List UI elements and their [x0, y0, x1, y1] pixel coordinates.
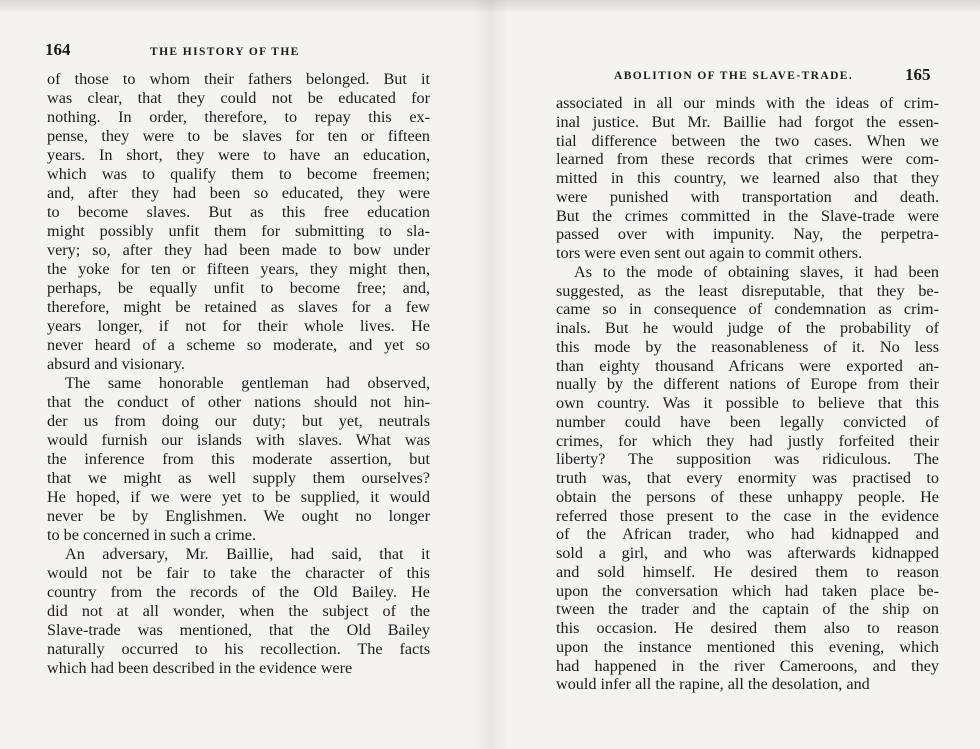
text-line: of the African trader, who had kidnapped and: [556, 525, 939, 544]
text-line: sold a girl, and who was afterwards kidnapped: [556, 544, 939, 562]
text-line: number could have been legally convicted of: [556, 412, 939, 431]
text-line: years. In short, they were to have an education,: [47, 146, 430, 164]
text-line: of those to whom their fathers belonged. But it: [47, 70, 430, 88]
text-line: inal justice. But Mr. Baillie had forgot the essen-: [556, 112, 939, 131]
text-line: might possibly unfit them for submitting to sla-: [47, 222, 430, 240]
left-page-number: 164: [45, 40, 71, 59]
text-line: An adversary, Mr. Baillie, had said, that it: [65, 545, 430, 563]
text-line: that the conduct of other nations should not hin-: [47, 393, 430, 411]
text-line: nually by the different nations of Europe from their: [556, 375, 939, 394]
left-running-title: THE HISTORY OF THE: [150, 46, 300, 58]
text-line: very; so, after they had been made to bow under: [47, 241, 430, 259]
text-line: crimes, for which they had justly forfeited their: [556, 431, 939, 450]
text-line: was clear, that they could not be educated for: [47, 89, 430, 107]
text-line: the yoke for ten or fifteen years, they might then,: [47, 260, 430, 278]
text-line: tors were even sent out again to commit others.: [556, 244, 863, 262]
text-line: tial difference between the two cases. When we: [556, 131, 939, 150]
right-running-title: ABOLITION OF THE SLAVE-TRADE.: [614, 70, 854, 82]
text-line: and sold himself. He desired them to reason: [556, 562, 939, 581]
text-line: learned from these records that crimes were com-: [556, 150, 939, 169]
text-line: tween the trader and the captain of the ship on: [556, 600, 939, 619]
text-line: never heard of a scheme so moderate, and yet so: [47, 336, 430, 354]
text-line: years longer, if not for their whole lives. He: [47, 317, 430, 335]
text-line: liberty? The supposition was ridiculous. The: [556, 450, 939, 469]
text-line: referred those present to the case in the evidence: [556, 506, 939, 525]
text-line: never be by Englishmen. We ought no longer: [47, 507, 430, 525]
text-line: to become slaves. But as this free education: [47, 203, 430, 221]
text-line: But the crimes committed in the Slave-trade were: [556, 206, 939, 225]
text-line: that we might as well supply them ourselves?: [47, 469, 430, 487]
text-line: had happened in the river Cameroons, and they: [556, 656, 939, 675]
text-line: obtain the persons of these unhappy people. He: [556, 487, 939, 506]
text-line: did not at all wonder, when the subject of the: [47, 602, 430, 620]
text-line: which had been described in the evidence were: [47, 659, 353, 677]
text-line: naturally occurred to his recollection. The facts: [47, 640, 430, 658]
text-line: suggested, as the least disreputable, that they be-: [556, 281, 939, 300]
text-line: would infer all the rapine, all the desolation, and: [556, 675, 870, 694]
text-line: this mode by the reasonableness of it. No less: [556, 337, 939, 356]
text-line: country from the records of the Old Bailey. He: [47, 583, 430, 601]
text-line: the inference from this moderate assertion, but: [47, 450, 430, 468]
text-line: own country. Was it possible to believe that this: [556, 394, 939, 412]
text-line: He hoped, if we were yet to be supplied, it would: [47, 488, 430, 506]
text-line: would furnish our islands with slaves. What was: [47, 431, 430, 449]
text-line: nothing. In order, therefore, to repay this ex-: [47, 108, 430, 126]
text-line: passed over with impunity. Nay, the perpetra-: [556, 225, 939, 244]
text-line: As to the mode of obtaining slaves, it had been: [574, 262, 939, 281]
text-line: would not be fair to take the character of this: [47, 564, 430, 582]
text-line: Slave-trade was mentioned, that the Old Bailey: [47, 621, 430, 639]
text-line: associated in all our minds with the ideas of crim-: [556, 94, 939, 112]
text-line: this occasion. He desired them also to reason: [556, 619, 939, 637]
text-line: absurd and visionary.: [47, 355, 185, 373]
text-line: upon the conversation which had taken place be-: [556, 581, 939, 600]
text-line: were punished with transportation and death.: [556, 187, 939, 206]
right-page-number: 165: [905, 65, 931, 84]
text-line: and, after they had been so educated, they were: [47, 184, 430, 202]
text-line: came so in consequence of condemnation as crim-: [556, 300, 939, 319]
text-line: therefore, might be retained as slaves for a few: [47, 298, 430, 316]
text-line: The same honorable gentleman had observed,: [65, 374, 430, 392]
text-line: inals. But he would judge of the probability of: [556, 319, 939, 337]
text-line: which was to qualify them to become freemen;: [47, 165, 430, 183]
text-line: der us from doing our duty; but yet, neutrals: [47, 412, 430, 430]
right-page: [490, 0, 980, 749]
text-line: pense, they were to be slaves for ten or fifteen: [47, 127, 430, 145]
text-line: than eighty thousand Africans were exported an-: [556, 356, 939, 375]
text-line: perhaps, be equally unfit to become free; and,: [47, 279, 430, 297]
text-line: mitted in this country, we learned also that they: [556, 169, 939, 187]
text-line: upon the instance mentioned this evening, which: [556, 637, 939, 656]
text-line: truth was, that every enormity was practised to: [556, 469, 939, 487]
text-line: to be concerned in such a crime.: [47, 526, 256, 544]
